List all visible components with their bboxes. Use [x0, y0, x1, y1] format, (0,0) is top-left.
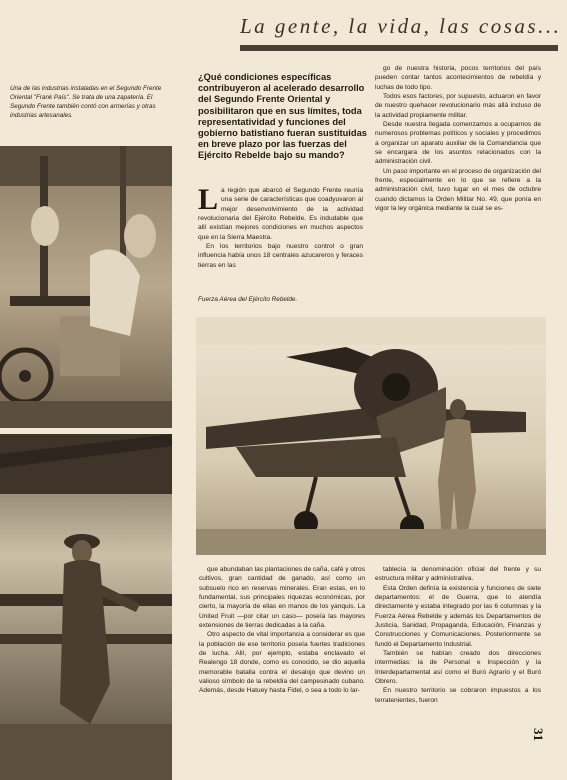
photo-caption-workshop: Una de las industrias instaladas en el Segundo Frente Oriental "Frank País". Se trata de una zapatería. El Segundo Frente también contó con armerías y otras industrias artesanales. — [10, 85, 162, 119]
photo-shoe-workshop — [0, 146, 172, 428]
paragraph: tablecía la denominación oficial del frente y su estructura militar y administrativa. — [375, 566, 541, 583]
page-number: 31 — [531, 728, 546, 741]
paragraph: Un paso importante en el proceso de organización del frente, especialmente en lo que se refiere a la administración civil, tuvo lugar en el mes de octubre cuando dictamos la Orden Militar No. 49, que ponía en vigor la ley orgánica mediante la cual se es- — [375, 167, 541, 213]
paragraph: Esta Orden definía la existencia y funciones de siete departamentos: el de Guerra, que lo atendía directamente y estaba integrado por las 6 columnas y la Fuerza Aérea Rebelde y además los Departamentos de Justicia, Sanidad, Propaganda, Educación, Finanzas y Construcciones y Comunicaciones. Posteriormente se fundó el Departamento Industrial. — [375, 584, 541, 648]
article-column-4 — [375, 565, 541, 705]
photo-rebel-airplane — [196, 317, 546, 555]
paragraph: También se habían creado dos direcciones intermedias: la de Personal e Inspección y la Interdepartamental así como el Buró Agrario y el Buró Obrero. — [375, 650, 541, 686]
paragraph: En nuestro territorio se cobraron impuestos a los terratenientes, fueron — [375, 687, 541, 704]
paragraph: que abundaban las plantaciones de caña, café y otros cultivos, gran cantidad de ganado, así como un subsuelo rico en reservas minerales. Eran estas, en lo fundamental, sus principales riquezas económicas, por cierto, la mayoría de ellas en manos de los yanquis. La United Fruit —por citar un caso— poseía las mayores extensiones de tierras dedicadas a la caña. — [199, 566, 365, 630]
article-column-2 — [375, 64, 541, 214]
paragraph: Desde nuestra llegada comenzamos a ocuparnos de numerosos problemas políticos y sociales y procedimos a organizar un aparato auxiliar de la Comandancia que se encargara de los asuntos relacionados con la administración civil. — [375, 121, 541, 166]
paragraph: go de nuestra historia, pocos territorios del país pueden contar tantos acontecimientos de rebeldía y luchas de todo tipo. — [375, 65, 541, 91]
article-column-1 — [198, 183, 363, 270]
photo-sawmill-worker — [0, 434, 172, 780]
article-column-3 — [199, 565, 365, 696]
paragraph — [198, 183, 363, 242]
paragraph: En los territorios bajo nuestro control o gran influencia había unos 18 centrales azucareros y feraces tierras en las — [198, 243, 363, 269]
photo-caption-plane: Fuerza Aérea del Ejército Rebelde. — [198, 296, 298, 303]
intro-question: ¿Qué condiciones específicas contribuyeron al acelerado desarrollo del Segundo Frente Oriental y posibilitaron que en sus límites, toda representatividad y funciones del gobierno batistiano fueran sustituidas en breve plazo por las fuerzas del Ejército Rebelde bajo su mando? — [198, 72, 367, 161]
section-title: La gente, la vida, las cosas... — [240, 14, 562, 38]
paragraph-text: a región que abarcó el Segundo Frente reunía una serie de características que coadyuvaron al mejor desenvolvimiento de la actividad revolucionaria del Ejército Rebelde. Es indudable que allí existían mejores condiciones en muchos aspectos que en la Sierra Maestra. — [198, 187, 363, 241]
paragraph: Todos esos factores, por supuesto, actuaron en favor de nuestro quehacer revolucionario más allá incluso de la actividad propiamente militar. — [375, 93, 541, 119]
paragraph: Otro aspecto de vital importancia a considerar es que la población de ese territorio poseía fuertes tradiciones de lucha. Allí, por ejemplo, estaba enclavado el Realengo 18 donde, como es conocido, se dio aquella memorable batalla contra el desalojo que devino un valioso símbolo de la rebeldía del campesinado cubano. Además, desde Hatuey hasta Fidel, o sea a todo lo lar- — [199, 631, 365, 695]
drop-cap: L — [198, 183, 219, 216]
section-title-rule — [240, 45, 558, 51]
